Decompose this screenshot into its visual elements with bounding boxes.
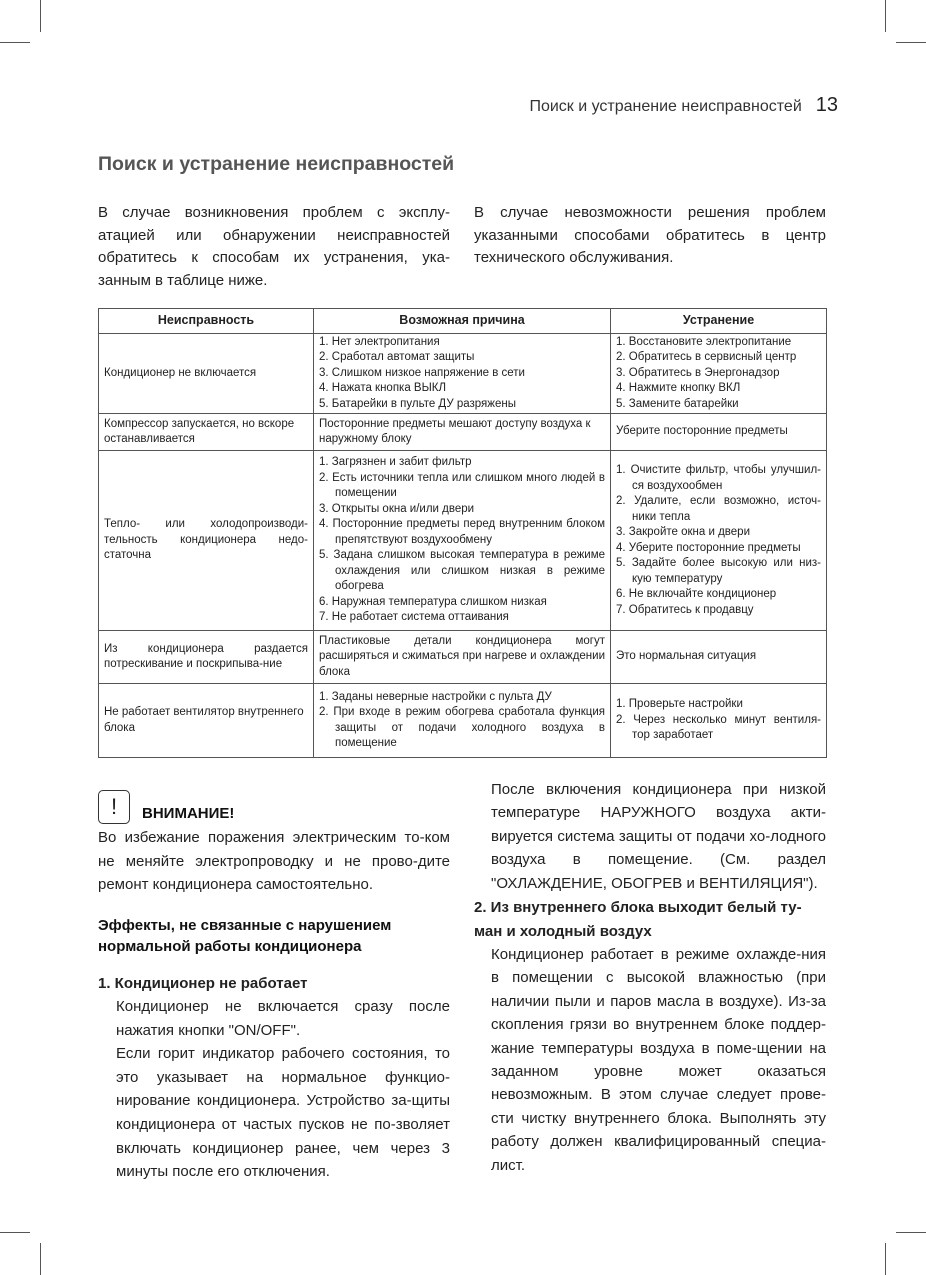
fault-cell: Не работает вентилятор внутреннего блока — [99, 684, 314, 758]
cause-item: 3. Открыты окна и/или двери — [319, 502, 475, 515]
cause-item: 2. Есть источники тепла или слишком много людей в помещении — [319, 471, 605, 500]
fix-item: 1. Проверьте настройки — [616, 698, 743, 711]
table-row — [99, 334, 827, 414]
item-1-paragraph: Если горит индикатор рабочего состояния, то это указывает на нормальное функцио-нирование кондиционера. Устройство за-щиты кондиционера от частых пусков не по-зволяет включать кондиционер ранее, чем через 3 минуты после его отключения. — [116, 1045, 450, 1181]
attention-title: ВНИМАНИЕ! — [142, 805, 235, 822]
cause-item: 2. Сработал автомат защиты — [319, 351, 475, 364]
fix-cell — [611, 684, 827, 758]
item-1-title: 1. Кондиционер не работает — [98, 975, 308, 992]
fault-cell: Компрессор запускается, но вскоре останавливается — [99, 414, 314, 451]
cause-item: 4. Нажата кнопка ВЫКЛ — [319, 382, 447, 395]
cause-item: 5. Батарейки в пульте ДУ разряжены — [319, 397, 516, 410]
table-row — [99, 684, 827, 758]
item-2-paragraph: Кондиционер работает в режиме охлажде-ния в помещении с высокой влажностью (при наличии пыли и паров масла в воздухе). Из-за скопления грязи во внутреннем блоке поддер-жание температуры воздуха в поме-щении на заданном уровне может оказаться невозможным. В этом случае следует прове-сти чистку внутреннего блока. Выполнять эту работу должен квалифицированный специа-лист. — [491, 946, 826, 1174]
crop-mark — [0, 1232, 30, 1233]
intro-right: В случае невозможности решения проблем указанными способами обратитесь в центр технического обслуживания. — [474, 204, 826, 267]
cause-cell: Пластиковые детали кондиционера могут расширяться и сжиматься при нагреве и охлаждении блока — [314, 631, 611, 684]
fix-item: 5. Задайте более высокую или низ-кую температуру — [616, 557, 821, 585]
fix-item: 3. Обратитесь в Энергонадзор — [616, 366, 780, 379]
section-title: Поиск и устранение неисправностей — [98, 153, 455, 175]
cause-item: 5. Задана слишком высокая температура в режиме охлаждения или слишком низкая в режиме обогрева — [319, 549, 605, 593]
page-number: 13 — [815, 94, 838, 116]
fix-item: 1. Восстановите электропитание — [616, 335, 792, 348]
effects-heading: Эффекты, не связанные с нарушением нормальной работы кондиционера — [98, 917, 392, 955]
fix-item: 4. Нажмите кнопку ВКЛ — [616, 382, 741, 395]
effects-item-1 — [98, 972, 450, 1184]
exclamation-symbol: ! — [110, 794, 118, 819]
cause-item: 1. Нет электропитания — [319, 335, 440, 348]
crop-mark — [885, 0, 886, 32]
fault-cell: Из кондиционера раздается потрескивание и поскрипыва-ние — [99, 631, 314, 684]
cause-item: 2. При входе в режим обогрева сработала функция защиты от подачи холодного воздуха в помещение — [319, 706, 605, 749]
cause-item: 6. Наружная температура слишком низкая — [319, 595, 547, 608]
cause-cell — [314, 451, 611, 631]
item-1-paragraph: Кондиционер не включается сразу после нажатия кнопки "ON/OFF". — [116, 998, 450, 1039]
cause-item: 4. Посторонние предметы перед внутренним блоком препятствуют воздухообмену — [319, 518, 605, 546]
attention-block — [98, 784, 450, 897]
running-header — [529, 94, 838, 117]
header-fault: Неисправность — [99, 309, 314, 334]
table-header-row — [99, 309, 827, 334]
exclamation-icon — [98, 790, 130, 824]
crop-mark — [896, 1232, 926, 1233]
attention-text: Во избежание поражения электрическим то-ком не меняйте электропроводку и не прово-дите ремонт кондиционера самостоятельно. — [98, 829, 450, 893]
fix-item: 7. Обратитесь к продавцу — [616, 603, 754, 616]
header-fix: Устранение — [611, 309, 827, 334]
cause-cell — [314, 684, 611, 758]
cause-item: 1. Заданы неверные настройки с пульта ДУ — [319, 690, 552, 703]
header-cause: Возможная причина — [314, 309, 611, 334]
table-row — [99, 451, 827, 631]
running-title: Поиск и устранение неисправностей — [529, 98, 802, 115]
fix-item: 2. Обратитесь в сервисный центр — [616, 351, 797, 364]
fix-item: 6. Не включайте кондиционер — [616, 588, 777, 600]
crop-mark — [40, 0, 41, 32]
cause-cell — [314, 334, 611, 414]
fix-cell: Уберите посторонние предметы — [611, 414, 827, 451]
crop-mark — [885, 1243, 886, 1275]
fix-item: 1. Очистите фильтр, чтобы улучшил-ся воздухообмен — [616, 464, 821, 492]
fix-cell — [611, 334, 827, 414]
fix-item: 4. Уберите посторонние предметы — [616, 541, 801, 554]
fix-cell — [611, 451, 827, 631]
fix-item: 3. Закройте окна и двери — [616, 526, 750, 538]
item-1-continuation: После включения кондиционера при низкой температуре НАРУЖНОГО воздуха акти-вируется система защиты от подачи хо-лодного воздуха в помещение. (См. раздел "ОХЛАЖДЕНИЕ, ОБОГРЕВ и ВЕНТИЛЯЦИЯ"). — [491, 781, 826, 892]
fix-item: 5. Замените батарейки — [616, 397, 739, 410]
fault-cell: Кондиционер не включается — [99, 334, 314, 414]
crop-mark — [40, 1243, 41, 1275]
cause-item: 3. Слишком низкое напряжение в сети — [319, 366, 525, 379]
cause-item: 1. Загрязнен и забит фильтр — [319, 456, 472, 469]
item-2-title: 2. Из внутреннего блока выходит белый ту-ман и холодный воздух — [474, 899, 802, 940]
crop-mark — [0, 42, 30, 43]
attention-header — [98, 784, 450, 824]
right-column — [474, 778, 826, 1177]
table-row — [99, 414, 827, 451]
fix-item: 2. Через несколько минут вентиля-тор заработает — [616, 713, 821, 742]
cause-cell: Посторонние предметы мешают доступу воздуха к наружному блоку — [314, 414, 611, 451]
crop-mark — [896, 42, 926, 43]
table-row — [99, 631, 827, 684]
fix-cell: Это нормальная ситуация — [611, 631, 827, 684]
fix-item: 2. Удалите, если возможно, источ-ники тепла — [616, 495, 821, 523]
cause-item: 7. Не работает система оттаивания — [319, 611, 509, 624]
fault-cell: Тепло- или холодопроизводи-тельность кондиционера недо-статочна — [99, 451, 314, 631]
troubleshooting-table — [98, 308, 827, 758]
intro-left: В случае возникновения проблем с эксплу-атацией или обнаружении неисправностей обратитесь к способам их устранения, ука-занным в таблице ниже. — [98, 204, 450, 290]
